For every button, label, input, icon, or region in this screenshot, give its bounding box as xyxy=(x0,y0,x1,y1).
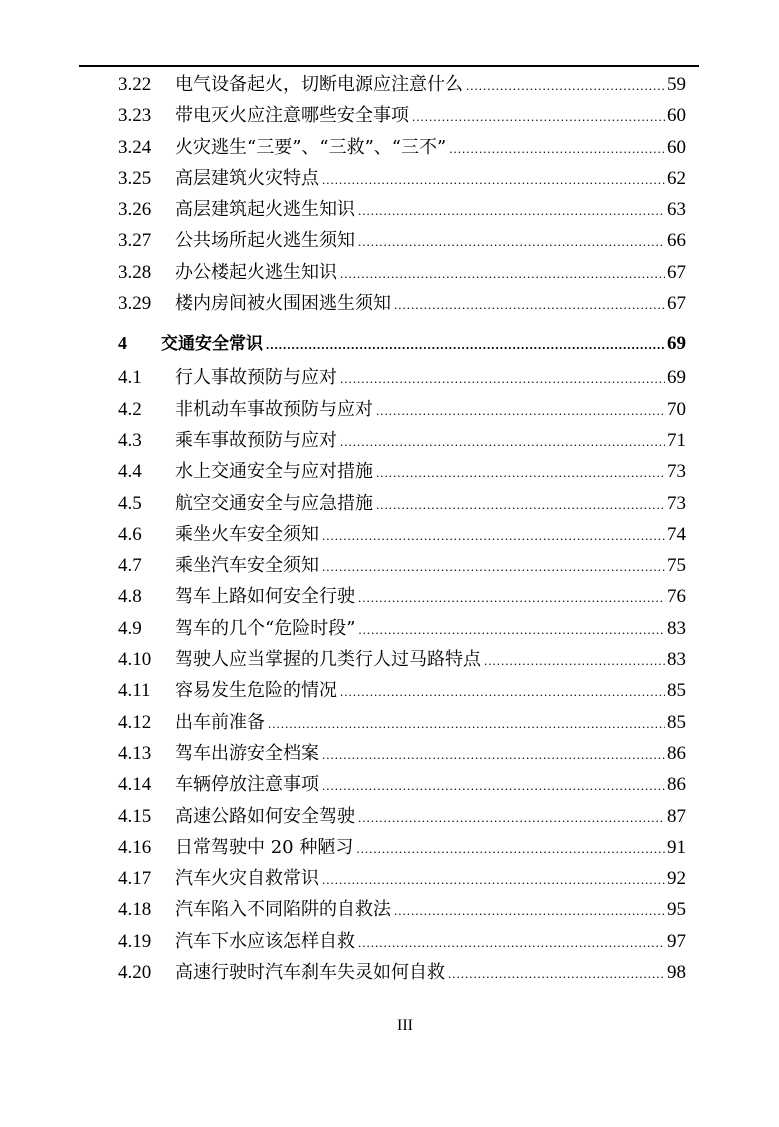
entry-page: 85 xyxy=(667,680,686,702)
dot-leader xyxy=(449,141,665,157)
entry-title: 驾车的几个“危险时段” xyxy=(175,617,356,639)
entry-title: 汽车火灾自救常识 xyxy=(175,868,319,890)
entry-title: 乘坐火车安全须知 xyxy=(175,523,319,545)
entry-number: 4.6 xyxy=(118,523,142,545)
entry-page: 69 xyxy=(667,367,686,389)
entry-number: 4.10 xyxy=(118,649,152,671)
entry-title: 高速公路如何安全驾驶 xyxy=(175,805,355,827)
entry-title: 汽车下水应该怎样自救 xyxy=(175,930,355,952)
toc-entry[interactable] xyxy=(118,770,686,801)
entry-page: 71 xyxy=(667,429,686,451)
entry-page: 75 xyxy=(667,555,686,577)
dot-leader xyxy=(394,903,665,919)
entry-title: 驾驶人应当掌握的几类行人过马路特点 xyxy=(175,649,481,671)
entry-number: 4.12 xyxy=(118,711,152,733)
dot-leader xyxy=(268,716,665,732)
entry-page: 98 xyxy=(667,962,686,984)
dot-leader xyxy=(412,109,665,125)
entry-title: 航空交通安全与应急措施 xyxy=(175,492,373,514)
entry-title: 非机动车事故预防与应对 xyxy=(175,398,373,420)
entry-number: 4.16 xyxy=(118,836,152,858)
entry-page: 86 xyxy=(667,742,686,764)
entry-number: 4.14 xyxy=(118,774,152,796)
entry-page: 63 xyxy=(667,199,686,221)
entry-title: 电气设备起火，切断电源应注意什么 xyxy=(175,74,463,95)
entry-number: 3.26 xyxy=(118,199,152,221)
toc-entry[interactable] xyxy=(118,802,686,833)
dot-leader xyxy=(322,778,665,794)
toc-entry[interactable] xyxy=(118,739,686,770)
toc-entry[interactable] xyxy=(118,258,686,289)
entry-title: 楼内房间被火围困逃生须知 xyxy=(175,293,391,315)
entry-page: 73 xyxy=(667,492,686,514)
entry-page: 92 xyxy=(667,868,686,890)
toc-entry[interactable] xyxy=(118,164,686,195)
dot-leader xyxy=(376,465,665,481)
dot-leader xyxy=(358,590,665,606)
entry-number: 4.13 xyxy=(118,742,152,764)
entry-number: 3.23 xyxy=(118,105,152,127)
toc-entry[interactable] xyxy=(118,133,686,164)
chapter-page: 69 xyxy=(667,333,686,355)
dot-leader xyxy=(322,559,665,575)
toc-entry[interactable] xyxy=(118,551,686,582)
dot-leader xyxy=(394,297,665,313)
entry-page: 62 xyxy=(667,167,686,189)
dot-leader xyxy=(376,403,665,419)
entry-number: 3.25 xyxy=(118,167,152,189)
entry-title: 公共场所起火逃生须知 xyxy=(175,230,355,252)
dot-leader xyxy=(356,841,665,857)
toc-entry[interactable] xyxy=(118,226,686,257)
entry-page: 91 xyxy=(667,836,686,858)
entry-title: 行人事故预防与应对 xyxy=(175,367,337,389)
entry-number: 4.18 xyxy=(118,899,152,921)
toc-entry[interactable] xyxy=(118,520,686,551)
dot-leader xyxy=(448,966,665,982)
entry-page: 76 xyxy=(667,586,686,608)
entry-title: 出车前准备 xyxy=(175,711,265,733)
entry-page: 86 xyxy=(667,774,686,796)
dot-leader xyxy=(358,935,665,951)
dot-leader xyxy=(340,266,665,282)
dot-leader xyxy=(322,528,665,544)
toc-entry[interactable] xyxy=(118,457,686,488)
entry-number: 4.9 xyxy=(118,617,142,639)
toc-entry[interactable] xyxy=(118,363,686,394)
entry-page: 60 xyxy=(667,136,686,158)
table-of-contents xyxy=(118,70,686,989)
entry-page: 67 xyxy=(667,293,686,315)
entry-title: 驾车出游安全档案 xyxy=(175,742,319,764)
entry-page: 87 xyxy=(667,805,686,827)
entry-number: 4.3 xyxy=(118,429,142,451)
dot-leader xyxy=(322,872,665,888)
toc-entry[interactable] xyxy=(118,895,686,926)
dot-leader xyxy=(266,337,665,353)
entry-title: 日常驾驶中 20 种陋习 xyxy=(175,836,354,858)
entry-number: 4.11 xyxy=(118,680,151,702)
entry-number: 4.20 xyxy=(118,962,152,984)
dot-leader xyxy=(358,810,665,826)
dot-leader xyxy=(376,497,665,513)
entry-page: 73 xyxy=(667,461,686,483)
entry-page: 59 xyxy=(667,74,686,95)
chapter-title: 交通安全常识 xyxy=(161,334,263,355)
entry-number: 4.5 xyxy=(118,492,142,514)
entry-title: 高层建筑起火逃生知识 xyxy=(175,199,355,221)
entry-number: 4.2 xyxy=(118,398,142,420)
top-rule xyxy=(79,65,699,67)
entry-title: 带电灭火应注意哪些安全事项 xyxy=(175,105,409,127)
entry-number: 4.19 xyxy=(118,930,152,952)
entry-title: 乘坐汽车安全须知 xyxy=(175,555,319,577)
dot-leader xyxy=(358,203,665,219)
toc-entry[interactable] xyxy=(118,614,686,645)
entry-number: 3.24 xyxy=(118,136,152,158)
entry-page: 83 xyxy=(667,617,686,639)
toc-entry[interactable] xyxy=(118,395,686,426)
entry-number: 4.8 xyxy=(118,586,142,608)
toc-entry[interactable] xyxy=(118,70,686,101)
entry-number: 4.17 xyxy=(118,868,152,890)
entry-number: 3.27 xyxy=(118,230,152,252)
entry-number: 3.29 xyxy=(118,293,152,315)
entry-page: 74 xyxy=(667,523,686,545)
dot-leader xyxy=(322,747,665,763)
entry-number: 3.22 xyxy=(118,74,152,95)
toc-entry[interactable] xyxy=(118,489,686,520)
page-number: III xyxy=(397,1017,413,1034)
toc-entry[interactable] xyxy=(118,289,686,320)
entry-page: 97 xyxy=(667,930,686,952)
entry-title: 水上交通安全与应对措施 xyxy=(175,461,373,483)
entry-number: 4.4 xyxy=(118,461,142,483)
entry-number: 4.1 xyxy=(118,367,142,389)
entry-page: 85 xyxy=(667,711,686,733)
dot-leader xyxy=(358,622,665,638)
dot-leader xyxy=(340,434,665,450)
dot-leader xyxy=(340,371,665,387)
entry-page: 60 xyxy=(667,105,686,127)
entry-number: 3.28 xyxy=(118,261,152,283)
entry-title: 乘车事故预防与应对 xyxy=(175,429,337,451)
toc-entry[interactable] xyxy=(118,582,686,613)
chapter-number: 4 xyxy=(118,333,127,354)
entry-page: 95 xyxy=(667,899,686,921)
entry-title: 办公楼起火逃生知识 xyxy=(175,261,337,283)
dot-leader xyxy=(466,78,665,94)
dot-leader xyxy=(340,684,665,700)
dot-leader xyxy=(322,172,665,188)
entry-title: 容易发生危险的情况 xyxy=(175,680,337,702)
entry-title: 汽车陷入不同陷阱的自救法 xyxy=(175,899,391,921)
toc-entry[interactable] xyxy=(118,101,686,132)
toc-entry[interactable] xyxy=(118,958,686,989)
toc-entry[interactable] xyxy=(118,195,686,226)
toc-entry[interactable] xyxy=(118,676,686,707)
entry-title: 车辆停放注意事项 xyxy=(175,774,319,796)
dot-leader xyxy=(484,653,665,669)
toc-entry[interactable] xyxy=(118,708,686,739)
entry-title: 高层建筑火灾特点 xyxy=(175,167,319,189)
entry-number: 4.15 xyxy=(118,805,152,827)
entry-page: 70 xyxy=(667,398,686,420)
entry-page: 83 xyxy=(667,649,686,671)
toc-entry[interactable] xyxy=(118,864,686,895)
entry-page: 67 xyxy=(667,261,686,283)
entry-title: 驾车上路如何安全行驶 xyxy=(175,586,355,608)
toc-entry[interactable] xyxy=(118,426,686,457)
toc-chapter-heading[interactable] xyxy=(118,329,686,363)
entry-page: 66 xyxy=(667,230,686,252)
toc-entry[interactable] xyxy=(118,927,686,958)
entry-title: 火灾逃生“三要”、“三救”、“三不” xyxy=(175,136,447,158)
entry-number: 4.7 xyxy=(118,555,142,577)
dot-leader xyxy=(358,234,665,250)
entry-title: 高速行驶时汽车刹车失灵如何自救 xyxy=(175,962,445,984)
toc-entry[interactable] xyxy=(118,645,686,676)
toc-entry[interactable] xyxy=(118,833,686,864)
